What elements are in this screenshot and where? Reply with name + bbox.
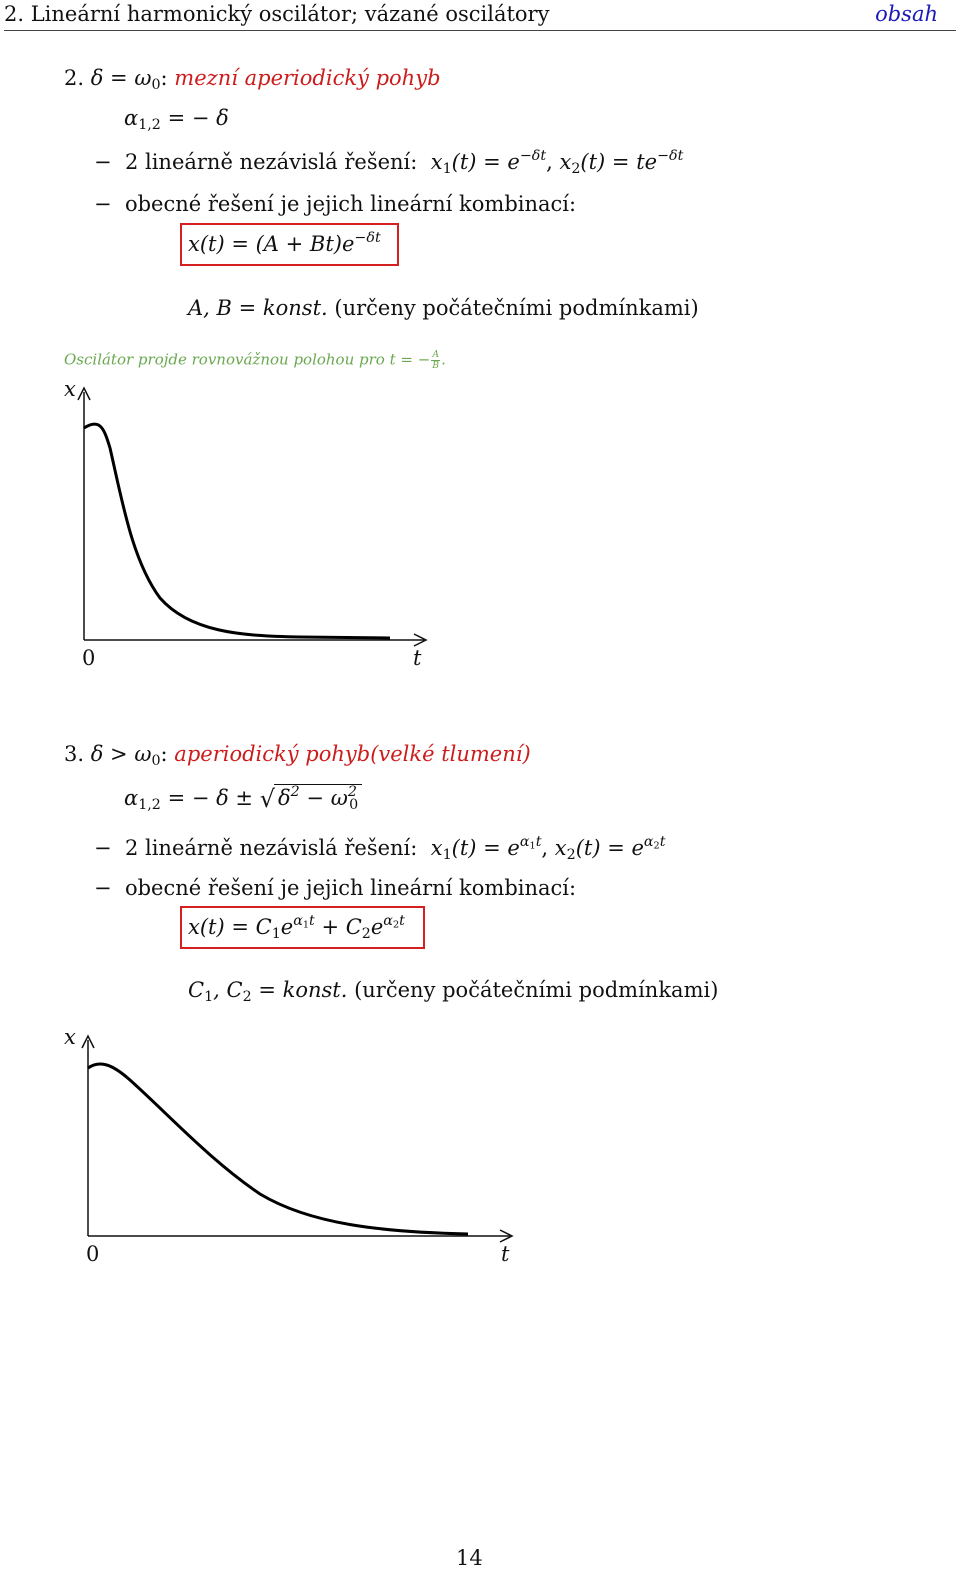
plot2-curve: [88, 1064, 468, 1234]
plot1-y-label: x: [64, 377, 76, 401]
case3-number: 3.: [64, 742, 85, 766]
case3-constants: $C_1$, $C_2$ = konst. (určeny počátečními podmínkami): [188, 978, 719, 1005]
plot1-curve: [84, 424, 390, 638]
header-rule: [4, 30, 956, 31]
case2-bullet-2: − obecné řešení je jejich lineární kombinací:: [94, 192, 577, 216]
plot1-origin-label: 0: [82, 646, 96, 670]
page-header: [4, 4, 549, 25]
case2-roots: $\alpha_{1,2}$ = − δ: [124, 106, 229, 133]
case3-bullet-1: − 2 lineárně nezávislá řešení: $x_1(t) = e^{\alpha_1t}$, $x_2(t) = e^{\alpha_2t}$: [94, 834, 666, 863]
plot2-y-label: x: [64, 1025, 76, 1049]
plot1-axes: [78, 388, 426, 646]
case3-general-solution: $x(t) = C_1e^{\alpha_1t} + C_2e^{\alpha_2t}$: [188, 913, 405, 942]
header-number: 2.: [4, 2, 25, 26]
case2-name: mezní aperiodický pohyb: [174, 66, 441, 90]
plot2-origin-label: 0: [86, 1242, 100, 1266]
case2-number: 2.: [64, 66, 85, 90]
case3-roots: $\alpha_{1,2}$ = − δ ± √ $\delta^2 - \omega^2_0$: [124, 784, 362, 811]
case3-bullet-2: − obecné řešení je jejich lineární kombinací:: [94, 876, 577, 900]
case2-heading: 2. $\delta = \omega_0$: mezní aperiodický pohyb: [64, 66, 441, 93]
case2-note: Oscilátor projde rovnovážnou polohou pro t = − $\frac{A}{B}$ .: [64, 349, 446, 371]
case2-bullet-1: − 2 lineárně nezávislá řešení: $x_1(t) = e^{-\delta t}$, $x_2(t) = te^{-\delta t}$: [94, 148, 684, 177]
case3-name: aperiodický pohyb(velké tlumení): [174, 742, 531, 766]
contents-link[interactable]: obsah: [875, 2, 938, 26]
plot1-x-label: t: [413, 646, 422, 670]
case2-constants: A, B = konst. (určeny počátečními podmínkami): [188, 296, 699, 320]
plot2-axes: [82, 1036, 512, 1242]
case2-general-solution: $x(t) = (A + Bt)e^{-\delta t}$: [188, 230, 381, 256]
page-number: 14: [456, 1546, 483, 1570]
plot2-x-label: t: [501, 1242, 510, 1266]
header-title: Lineární harmonický oscilátor; vázané oscilátory: [30, 2, 550, 26]
case3-heading: 3. $\delta > \omega_0$: aperiodický pohyb(velké tlumení): [64, 742, 531, 769]
